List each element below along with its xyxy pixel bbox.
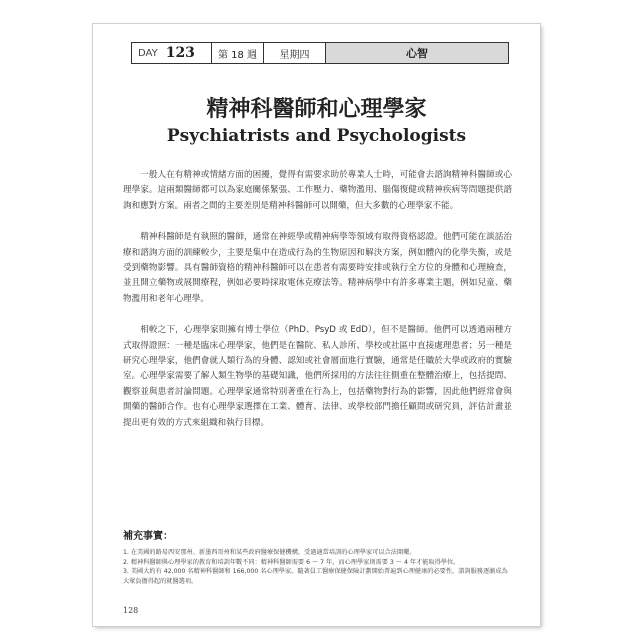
weekday-cell: 星期四 (264, 43, 326, 63)
day-number: 123 (165, 45, 195, 61)
book-page (93, 24, 540, 626)
supplementary-facts (123, 527, 512, 586)
article-body (123, 168, 512, 447)
paragraph-1: 一般人在有精神或情緒方面的困擾，覺得有需要求助於專業人士時，可能會去諮詢精神科醫師或心理學家。這兩類醫師都可以為家庭關係緊張、工作壓力、藥物濫用、腦傷復健或精神疾病等問題提供諮詢和應對方案。兩者之間的主要差別是精神科醫師可以開藥，但大多數的心理學家不能。 (123, 170, 512, 211)
note-item-3: 3. 美國大約有 42,000 名精神科醫師和 166,000 名心理學家。隨著員工醫療保健保險計劃開始普遍到心理健康的必要性，諮詢服務逐漸成為大眾負擔得起的就醫選項。 (123, 568, 508, 585)
notes-title: 補充事實： (123, 531, 173, 542)
day-cell (132, 43, 212, 63)
paragraph-3: 相較之下，心理學家則擁有博士學位（PhD、PsyD 或 EdD），但不是醫師。他們可以透過兩種方式取得證照：一種是臨床心理學家，他們是在醫院、私人診所、學校或社區中直接處理患者；另一種是研究心理學家，他們會就人類行為的身體、認知或社會層面進行實驗，通常是任職於大學或政府的實驗室。心理學家需要了解人類生物學的基礎知識，他們所採用的方法往往側重在整體治療上，包括提問、觀察並與患者討論問題。心理學家通常特別著重在行為上，包括藥物對行為的影響，因此他們經常會與開藥的醫師合作。也有心理學家選擇在工業、體育、法律、或學校部門擔任顧問或研究員，評估計畫並提出更有效的方式來組織和執行目標。 (123, 325, 512, 428)
note-item-2: 2. 精神科醫師與心理學家的教育和培訓年數不同：精神科醫師需要 6 ～ 7 年，而心理學家則需要 3 ～ 4 年才能取得學位。 (123, 558, 460, 566)
paragraph-2: 精神科醫師是有執照的醫師，通常在神經學或精神病學等領域有取得資格認證。他們可能在談話治療和諮詢方面的訓練較少，主要是集中在造成行為的生物原因和解決方案，例如體內的化學失衡，或是受到藥物影響。具有醫師資格的精神科醫師可以在患者有需要時安排或執行全方位的身體和心理檢查，並且開立藥物或展開療程，例如必要時採取電休克療法等。精神病學中有許多專業主題，例如兒童、藥物濫用和老年心理學。 (123, 232, 512, 304)
page-header (131, 42, 509, 64)
day-label: DAY (138, 47, 158, 59)
title-chinese: 精神科醫師和心理學家 (206, 97, 427, 122)
title-english: Psychiatrists and Psychologists (166, 126, 467, 146)
week-cell: 第 18 週 (212, 43, 264, 63)
topic-cell: 心智 (326, 43, 508, 63)
page-number: 128 (123, 606, 139, 615)
note-item-1: 1. 在美國的路易西安那州、新墨西哥州和某些政府醫療保健機構，受過適當培訓的心理學家可以合法開藥。 (123, 549, 416, 556)
